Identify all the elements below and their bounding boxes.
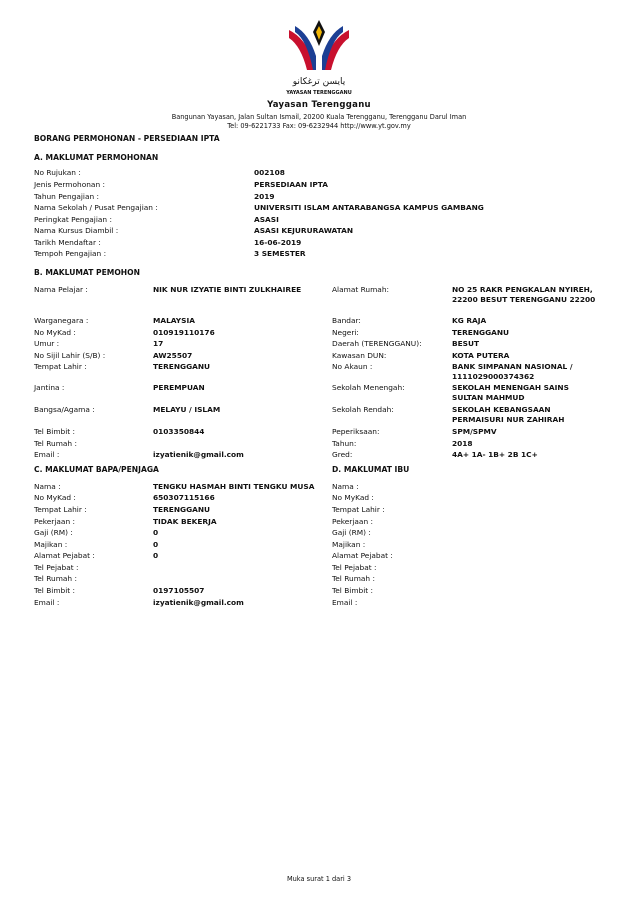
organization-name: Yayasan Terengganu (267, 100, 371, 110)
field-value: 2018 (452, 439, 473, 448)
field-value: 010919110176 (153, 328, 215, 337)
field-label: Nama : (34, 482, 61, 491)
field-label: Alamat Rumah: (332, 285, 390, 294)
field-value: 4A+ 1A- 1B+ 2B 1C+ (452, 450, 538, 459)
field-value: NO 25 RAKR PENGKALAN NYIREH, 22200 BESUT TERENGGANU 22200 (452, 285, 596, 304)
field-value: ASASI KEJURURAWATAN (254, 226, 354, 235)
section-a-title: A. MAKLUMAT PERMOHONAN (34, 153, 159, 162)
logo-arabic-text: يايسن ترغكانو (292, 77, 346, 87)
field-label: Tel Pejabat : (34, 563, 79, 572)
field-label: No Rujukan : (34, 168, 81, 177)
field-label: Tel Bimbit : (34, 586, 76, 595)
page-number-footer: Muka surat 1 dari 3 (286, 875, 352, 883)
field-label: Nama Pelajar : (34, 285, 88, 294)
field-value: PEREMPUAN (153, 383, 205, 392)
logo-caption: YAYASAN TERENGGANU (286, 90, 352, 96)
field-value: KG RAJA (452, 316, 487, 325)
organization-address: Bangunan Yayasan, Jalan Sultan Ismail, 20200 Kuala Terengganu, Terengganu Darul Iman (171, 113, 467, 121)
field-label: Alamat Pejabat : (34, 551, 95, 560)
field-value: AW25507 (153, 351, 193, 360)
field-value: TERENGGANU (153, 362, 211, 371)
field-value: 0 (153, 528, 159, 537)
field-value: BESUT (452, 339, 480, 348)
field-value: 2019 (254, 192, 275, 201)
field-label: Umur : (34, 339, 60, 348)
field-label: Nama : (332, 482, 359, 491)
section-b-title: B. MAKLUMAT PEMOHON (34, 268, 140, 277)
field-label: Gaji (RM) : (34, 528, 73, 537)
field-label: Tel Bimbit : (332, 586, 374, 595)
field-label: Tempoh Pengajian : (34, 249, 107, 258)
form-title: BORANG PERMOHONAN - PERSEDIAAN IPTA (34, 134, 220, 143)
field-value: SEKOLAH KEBANGSAAN PERMAISURI NUR ZAHIRAH (452, 405, 565, 424)
field-value: 3 SEMESTER (254, 249, 306, 258)
field-label: Tempat Lahir : (34, 362, 87, 371)
field-label: No MyKad : (34, 328, 76, 337)
field-value: izyatienik@gmail.com (153, 598, 244, 607)
field-label: Jantina : (34, 383, 65, 392)
field-label: Email : (34, 450, 60, 459)
field-label: Bandar: (332, 316, 361, 325)
field-label: Tahun: (332, 439, 357, 448)
field-label: Majikan : (34, 540, 68, 549)
field-value: 16-06-2019 (254, 238, 302, 247)
field-value: 002108 (254, 168, 285, 177)
field-label: Tempat Lahir : (332, 505, 385, 514)
field-label: Tahun Pengajian : (34, 192, 100, 201)
field-label: Tempat Lahir : (34, 505, 87, 514)
field-label: Sekolah Menengah: (332, 383, 405, 392)
field-value: SPM/SPMV (452, 427, 497, 436)
section-d-title: D. MAKLUMAT IBU (332, 465, 410, 474)
field-label: No Sijil Lahir (S/B) : (34, 351, 106, 360)
field-label: Tarikh Mendaftar : (34, 238, 101, 247)
field-label: Tel Rumah : (332, 574, 375, 583)
field-label: Jenis Permohonan : (34, 180, 105, 189)
field-label: Nama Kursus Diambil : (34, 226, 119, 235)
field-value: 650307115166 (153, 493, 215, 502)
field-value: TERENGGANU (452, 328, 510, 337)
field-value: TENGKU HASMAH BINTI TENGKU MUSA (153, 482, 315, 491)
field-value: 0 (153, 540, 159, 549)
field-value: KOTA PUTERA (452, 351, 510, 360)
field-label: Pekerjaan : (332, 517, 373, 526)
field-label: Peringkat Pengajian : (34, 215, 112, 224)
field-value: TERENGGANU (153, 505, 211, 514)
field-label: Gred: (332, 450, 353, 459)
field-label: Sekolah Rendah: (332, 405, 394, 414)
yayasan-terengganu-logo (283, 16, 355, 100)
field-label: Peperiksaan: (332, 427, 380, 436)
field-value: NIK NUR IZYATIE BINTI ZULKHAIREE (153, 285, 302, 294)
field-label: No MyKad : (34, 493, 76, 502)
field-label: Nama Sekolah / Pusat Pengajian : (34, 203, 158, 212)
field-value: 17 (153, 339, 164, 348)
field-value: 0 (153, 551, 159, 560)
field-label: Negeri: (332, 328, 359, 337)
field-value: 0197105507 (153, 586, 205, 595)
field-value: SEKOLAH MENENGAH SAINS SULTAN MAHMUD (452, 383, 569, 402)
field-value: UNIVERSITI ISLAM ANTARABANGSA KAMPUS GAMBANG (254, 203, 484, 212)
field-label: No Akaun : (332, 362, 373, 371)
field-value: MALAYSIA (153, 316, 195, 325)
organization-contact: Tel: 09-6221733 Fax: 09-6232944 http://www.yt.gov.my (227, 122, 411, 130)
field-label: Warganegara : (34, 316, 89, 325)
field-label: Tel Rumah : (34, 439, 77, 448)
field-label: No MyKad : (332, 493, 374, 502)
field-label: Majikan : (332, 540, 366, 549)
field-label: Kawasan DUN: (332, 351, 387, 360)
field-value: PERSEDIAAN IPTA (254, 180, 328, 189)
field-label: Email : (34, 598, 60, 607)
field-label: Alamat Pejabat : (332, 551, 393, 560)
field-label: Email : (332, 598, 358, 607)
field-value: MELAYU / ISLAM (153, 405, 221, 414)
field-label: Tel Pejabat : (332, 563, 377, 572)
field-value: TIDAK BEKERJA (153, 517, 217, 526)
field-label: Daerah (TERENGGANU): (332, 339, 422, 348)
field-label: Bangsa/Agama : (34, 405, 95, 414)
field-label: Gaji (RM) : (332, 528, 371, 537)
field-value: izyatienik@gmail.com (153, 450, 244, 459)
field-value: ASASI (254, 215, 279, 224)
field-label: Pekerjaan : (34, 517, 75, 526)
field-label: Tel Rumah : (34, 574, 77, 583)
section-c-title: C. MAKLUMAT BAPA/PENJAGA (34, 465, 159, 474)
field-value: BANK SIMPANAN NASIONAL / 1111029000374362 (452, 362, 573, 381)
field-value: 0103350844 (153, 427, 205, 436)
field-label: Tel Bimbit : (34, 427, 76, 436)
